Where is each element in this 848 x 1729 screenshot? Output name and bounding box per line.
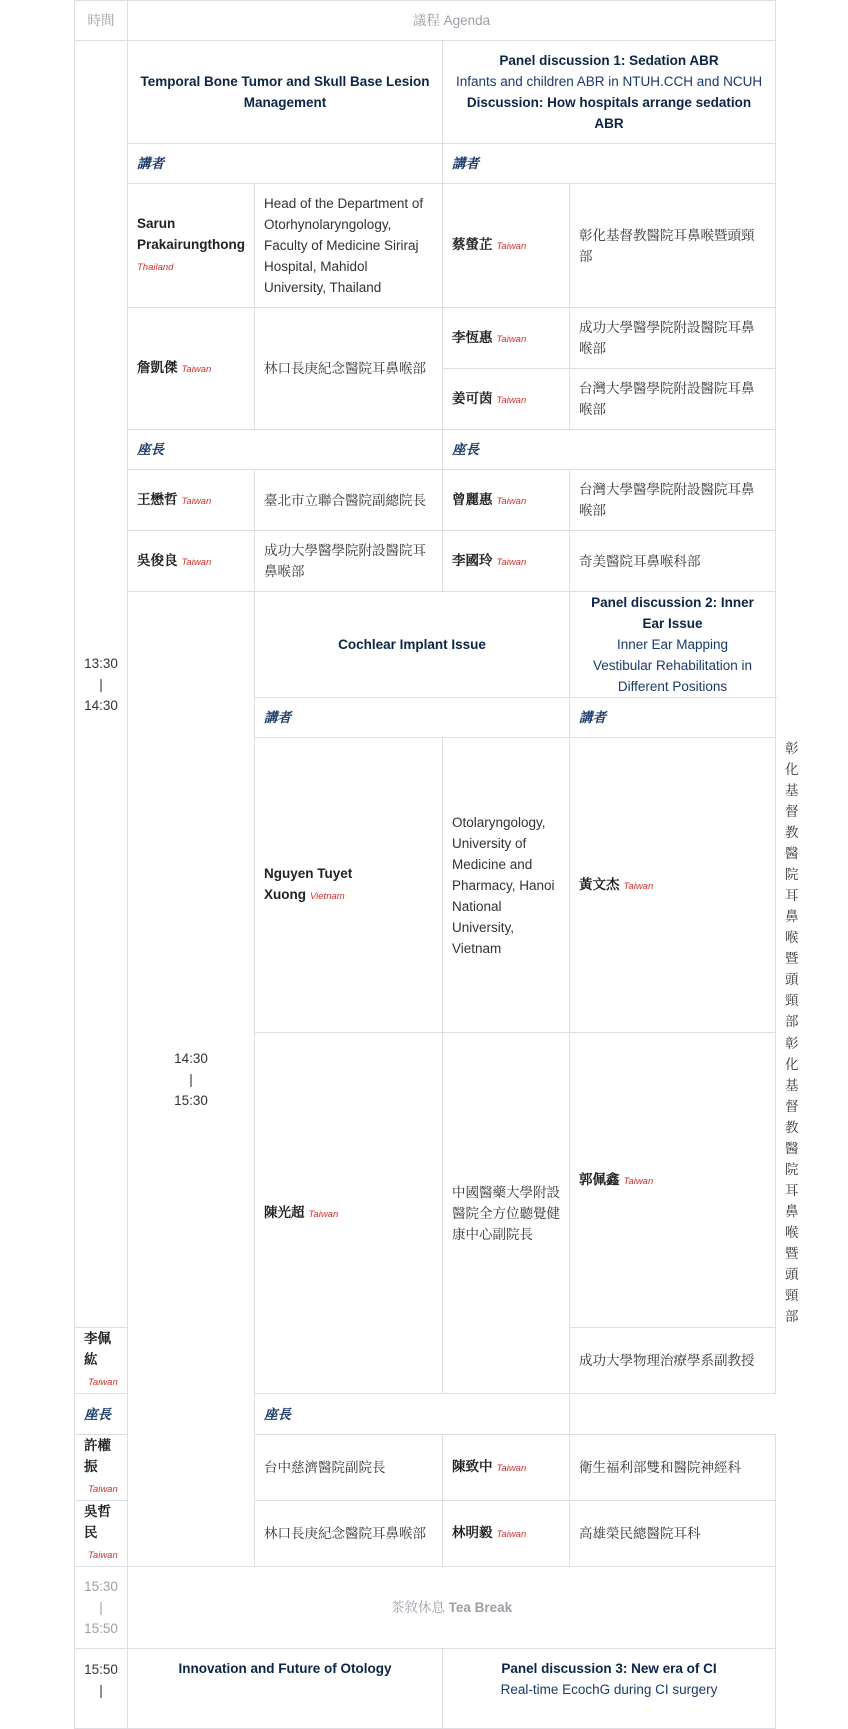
chair-name: 曾麗惠 Taiwan xyxy=(443,470,570,531)
session-title: Cochlear Implant Issue xyxy=(255,592,570,698)
agenda-column-header: 議程 Agenda xyxy=(128,1,776,41)
session-title-row xyxy=(75,41,776,144)
speaker-name: 陳光超 Taiwan xyxy=(255,1033,443,1394)
chair-affiliation: 衛生福利部雙和醫院神經科 xyxy=(570,1435,776,1501)
tea-break-row xyxy=(75,1567,776,1649)
speaker-name: 詹凱傑 Taiwan xyxy=(128,308,255,430)
chair-name: 吳俊良 Taiwan xyxy=(128,531,255,592)
speaker-name: Nguyen Tuyet Xuong Vietnam xyxy=(255,738,443,1033)
agenda-sheet xyxy=(74,0,799,1698)
time-slot: 13:30 | 14:30 xyxy=(75,41,128,1328)
speaker-affiliation: Head of the Department of Otorhynolaryngology, Faculty of Medicine Siriraj Hospital, Mahidol University, Thailand xyxy=(255,184,443,308)
chair-name: 林明毅 Taiwan xyxy=(443,1501,570,1567)
role-label: 講者 xyxy=(128,144,443,184)
chair-affiliation: 林口長庚紀念醫院耳鼻喉部 xyxy=(255,1501,443,1567)
chair-label-row xyxy=(75,1394,776,1435)
session-title: Temporal Bone Tumor and Skull Base Lesion Management xyxy=(128,41,443,144)
role-label: 座長 xyxy=(443,430,776,470)
speaker-affiliation: Otolaryngology, University of Medicine and Pharmacy, Hanoi National University, Vietnam xyxy=(443,738,570,1033)
chair-name: 吳哲民Taiwan xyxy=(75,1501,128,1567)
panel-title: Panel discussion 2: Inner Ear Issue Inner Ear Mapping Vestibular Rehabilitation in Different Positions xyxy=(570,592,776,698)
session-title-row xyxy=(75,592,776,698)
chair-label-row xyxy=(75,430,776,470)
chair-name: 許權振Taiwan xyxy=(75,1435,128,1501)
time-slot: 15:30 | 15:50 xyxy=(75,1567,128,1649)
speaker-name: 李佩紘Taiwan xyxy=(75,1328,128,1394)
speaker-affiliation: 台灣大學醫學院附設醫院耳鼻喉部 xyxy=(570,369,776,430)
role-label: 座長 xyxy=(255,1394,570,1435)
agenda-table xyxy=(74,0,799,1729)
time-column-header: 時間 xyxy=(75,1,128,41)
speaker-name: Sarun Prakairungthong Thailand xyxy=(128,184,255,308)
panel-title: Panel discussion 3: New era of CI Real-time EcochG during CI surgery xyxy=(443,1649,776,1729)
speaker-label-row xyxy=(75,144,776,184)
chair-affiliation: 台中慈濟醫院副院長 xyxy=(255,1435,443,1501)
chair-affiliation: 台灣大學醫學院附設醫院耳鼻喉部 xyxy=(570,470,776,531)
session-title: Innovation and Future of Otology xyxy=(128,1649,443,1729)
chair-affiliation: 高雄榮民總醫院耳科 xyxy=(570,1501,776,1567)
chair-affiliation: 成功大學醫學院附設醫院耳鼻喉部 xyxy=(255,531,443,592)
time-slot: 14:30 | 15:30 xyxy=(128,592,255,1567)
speaker-name: 郭佩鑫 Taiwan xyxy=(570,1033,776,1328)
chair-row xyxy=(75,470,776,531)
time-slot: 15:50 | xyxy=(75,1649,128,1729)
speaker-affiliation: 彰化基督教醫院耳鼻喉暨頭頸部 xyxy=(570,184,776,308)
speaker-name: 黃文杰 Taiwan xyxy=(570,738,776,1033)
role-label: 講者 xyxy=(255,698,570,738)
role-label: 座長 xyxy=(128,430,443,470)
speaker-row xyxy=(75,184,776,308)
speaker-affiliation: 成功大學物理治療學系副教授 xyxy=(570,1328,776,1394)
speaker-affiliation: 林口長庚紀念醫院耳鼻喉部 xyxy=(255,308,443,430)
chair-name: 李國玲 Taiwan xyxy=(443,531,570,592)
speaker-affiliation: 成功大學醫學院附設醫院耳鼻喉部 xyxy=(570,308,776,369)
chair-affiliation: 臺北市立聯合醫院副總院長 xyxy=(255,470,443,531)
chair-name: 王懋哲 Taiwan xyxy=(128,470,255,531)
speaker-row xyxy=(75,308,776,369)
header-row xyxy=(75,1,776,41)
panel-title: Panel discussion 1: Sedation ABR Infants and children ABR in NTUH.CCH and NCUH Discussion: How hospitals arrange sedation ABR xyxy=(443,41,776,144)
role-label: 講者 xyxy=(570,698,776,738)
speaker-name: 李恆惠 Taiwan xyxy=(443,308,570,369)
speaker-row: Nguyen Tuyet Xuong Vietnam Otolaryngology, University of Medicine and Pharmacy, Hanoi National University, Vietnam 黃文杰 Taiwan 彰化基督教醫院耳鼻喉暨頭頸部 xyxy=(75,738,776,1033)
chair-affiliation: 奇美醫院耳鼻喉科部 xyxy=(570,531,776,592)
role-label: 講者 xyxy=(443,144,776,184)
chair-name: 陳致中 Taiwan xyxy=(443,1435,570,1501)
speaker-name: 姜可茵 Taiwan xyxy=(443,369,570,430)
speaker-name: 蔡螢芷 Taiwan xyxy=(443,184,570,308)
chair-row xyxy=(75,531,776,592)
session-title-row xyxy=(75,1649,776,1729)
speaker-affiliation: 中國醫藥大學附設醫院全方位聽覺健康中心副院長 xyxy=(443,1033,570,1394)
role-label: 座長 xyxy=(75,1394,255,1435)
tea-break-label: 茶敘休息 Tea Break xyxy=(128,1567,776,1649)
speaker-row: 陳光超 Taiwan 中國醫藥大學附設醫院全方位聽覺健康中心副院長 郭佩鑫 Taiwan 彰化基督教醫院耳鼻喉暨頭頸部 xyxy=(75,1033,776,1328)
